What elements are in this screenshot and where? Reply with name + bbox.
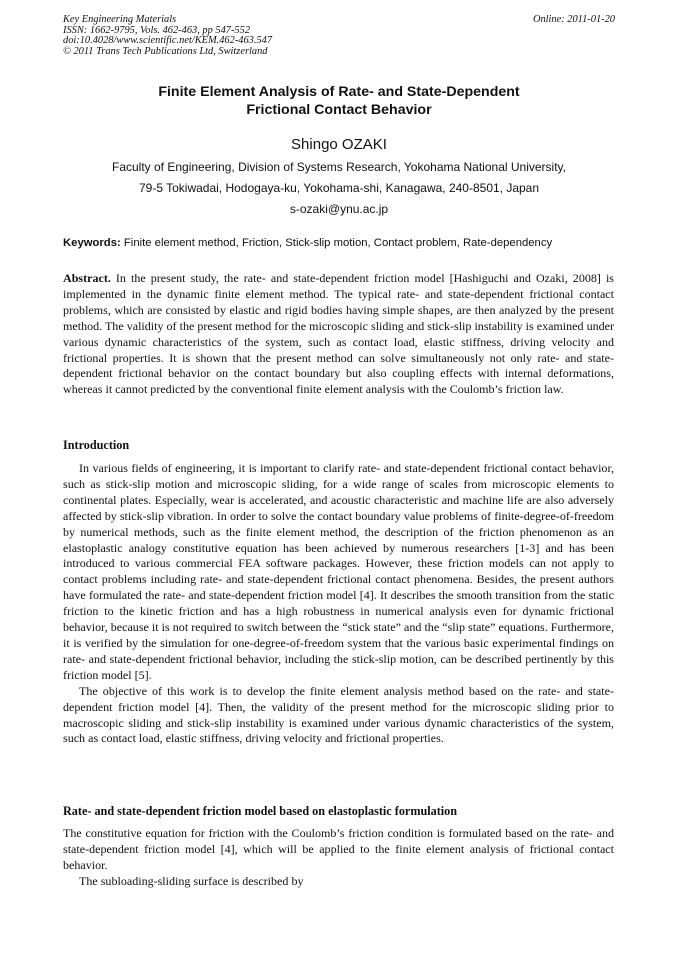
title-line-1: Finite Element Analysis of Rate- and State-Dependent <box>158 84 520 100</box>
journal-name: Key Engineering Materials <box>63 14 177 25</box>
abstract <box>63 271 614 398</box>
journal-doi: doi:10.4028/www.scientific.net/KEM.462-463.547 <box>63 35 273 47</box>
section-2-paragraph-1: The constitutive equation for friction with the Coulomb’s friction condition is formulated based on the rate- and state-dependent friction model [4], which will be applied to the finite element analysis of frictional contact behavior. <box>63 826 614 872</box>
author-name: Shingo OZAKI <box>291 136 387 153</box>
affiliation-line-2: 79-5 Tokiwadai, Hodogaya-ku, Yokohama-shi, Kanagawa, 240-8501, Japan <box>138 181 540 195</box>
author-email: s-ozaki@ynu.ac.jp <box>289 202 389 216</box>
journal-issn: ISSN: 1662-9795, Vols. 462-463, pp 547-552 <box>63 24 251 36</box>
journal-header <box>63 15 615 57</box>
keywords <box>63 236 623 250</box>
section-2-paragraph-2: The subloading-sliding surface is described by <box>79 873 304 888</box>
section-2-heading: Rate- and state-dependent friction model based on elastoplastic formulation <box>63 804 458 818</box>
keywords-text: Finite element method, Friction, Stick-slip motion, Contact problem, Rate-dependency <box>120 237 553 249</box>
introduction-body <box>63 461 614 747</box>
affiliation-line-1: Faculty of Engineering, Division of Systems Research, Yokohama National University, <box>112 160 566 174</box>
journal-copyright: © 2011 Trans Tech Publications Ltd, Switzerland <box>63 45 268 57</box>
section-2-body <box>63 826 614 890</box>
abstract-text: In the present study, the rate- and state-dependent friction model [Hashiguchi and Ozaki, 2008] is implemented in the dynamic finite element method. The typical rate- and state-dependent frictional contact problems, which are consisted by elastic and rigid bodies having simple shapes, are then analyzed by the present method. The validity of the present method for the microscopic sliding and stick-slip instability is examined under various dynamic characteristics of the system, such as contact load, elastic stiffness, driving velocity and frictional properties. It is shown that the present method can solve simultaneously not only rate- and state-dependent frictional behavior on the contact boundary but also coupling effects with internal deformations, whereas it cannot predicted by the conventional finite element analysis with the Coulomb’s friction law. <box>63 271 614 397</box>
introduction-paragraph-1: In various fields of engineering, it is important to clarify rate- and state-dependent frictional contact behavior, such as stick-slip motion and microscopic sliding, for a wide range of scales from microscopic elements to continental plates. Especially, wear is accelerated, and acoustic characteristic and machine life are also adversely affected by stick-slip vibration. In order to solve the contact boundary value problems of finite-degree-of-freedom by numerical methods, such as the finite element method, the description of the friction phenomenon as an elastoplastic analogy constitutive equation has been achieved by numerous researchers [1-3] and has been introduced to various commercial FEA software packages. However, these friction models can not apply to contact problems including rate- and state-dependent frictional contact phenomena. Besides, the present authors have formulated the rate- and state-dependent friction model [4]. It describes the smooth transition from the static friction to the kinetic friction and has a high robustness in numerical analysis even for dynamic frictional behavior, because it is not required to switch between the “stick state” and the “slip state” equations. Furthermore, it is verified by the simulation for one-degree-of-freedom system that the various basic experimental findings on rate- and state-dependent frictional behavior, including the stick-slip motion, can be described pertinently by this friction model [5]. <box>63 461 614 682</box>
keywords-label: Keywords: <box>63 237 121 249</box>
introduction-paragraph-2: The objective of this work is to develop the finite element analysis method based on the rate- and state-dependent friction model [4]. Then, the validity of the present method for the microscopic sliding prior to macroscopic sliding and stick-slip instability is examined under various dynamic characteristics of the system, such as contact load, elastic stiffness, driving velocity and frictional properties. <box>63 683 614 746</box>
title-line-2: Frictional Contact Behavior <box>246 102 432 118</box>
online-date: Online: 2011-01-20 <box>532 14 615 25</box>
abstract-label: Abstract. <box>63 271 111 285</box>
paper-title <box>0 83 678 119</box>
introduction-heading: Introduction <box>63 438 130 452</box>
